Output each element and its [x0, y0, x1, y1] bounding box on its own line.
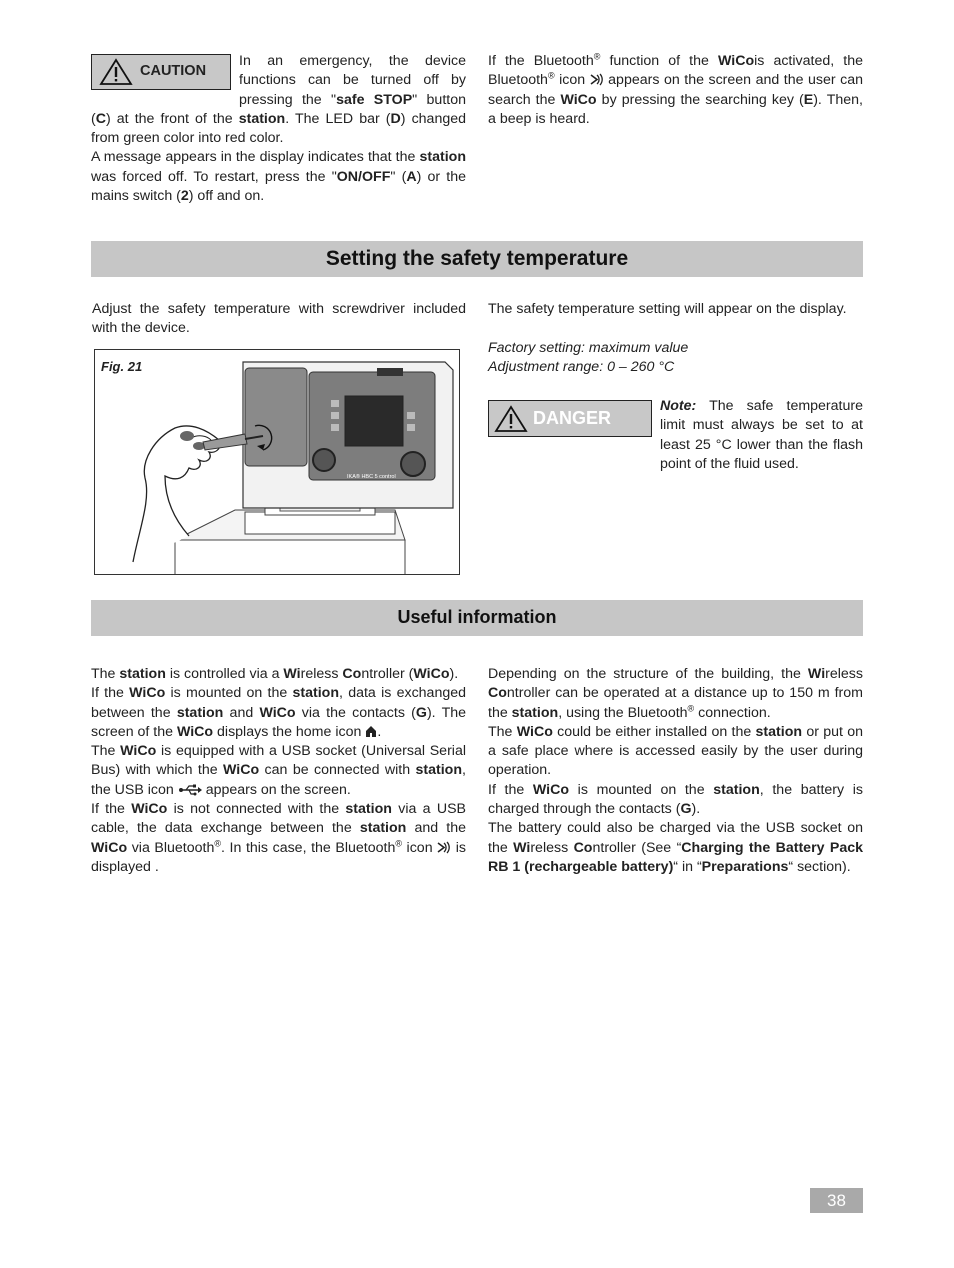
- bold-term: WiCo: [91, 839, 128, 856]
- text-run: If the: [91, 685, 130, 702]
- bold-term: station: [345, 801, 392, 818]
- figure-21: [94, 349, 460, 575]
- text-run: , the USB icon: [91, 762, 466, 798]
- bold-term: station: [415, 762, 463, 779]
- text-run: ) changed from green color into red color.: [91, 110, 467, 147]
- bold-term: C: [95, 110, 106, 127]
- text-run: ntroller (: [361, 666, 414, 682]
- text-run: function of the: [600, 53, 718, 69]
- section-header-useful-information: [91, 600, 863, 636]
- bold-term: WiCo: [223, 762, 260, 779]
- text-run: ®: [395, 837, 402, 848]
- home-icon: [365, 725, 377, 738]
- bold-term: Wi: [283, 666, 301, 682]
- text-run: could be either installed on the: [552, 723, 756, 740]
- svg-text:IKA® HBC 5 control: IKA® HBC 5 control: [347, 474, 396, 480]
- bold-term: Co: [573, 839, 593, 856]
- text-run: is equipped with a USB socket (Universal Serial Bus) with which the: [91, 743, 466, 779]
- text-run: If the: [488, 781, 533, 798]
- text-run: ®: [547, 70, 555, 81]
- bold-term: Co: [342, 666, 362, 682]
- note-label: Note:: [660, 398, 697, 414]
- bold-term: WiCo: [516, 723, 553, 740]
- bluetooth-paragraph: [488, 52, 863, 129]
- text-run: icon: [401, 839, 438, 856]
- text-run: The battery could also be charged via the USB socket on the: [488, 820, 863, 856]
- bold-term: station: [238, 110, 286, 127]
- text-run: " (: [390, 168, 407, 185]
- text-run: can be connected with: [259, 762, 416, 779]
- device-illustration: [95, 350, 459, 574]
- text-run: ). Then, a beep is heard.: [488, 91, 863, 127]
- note-text: The safe temperature limit must always be set to at least 25 °C lower than the flash point of the fluid used.: [660, 398, 863, 472]
- bluetooth-wave-icon: [590, 73, 604, 86]
- bold-term: WiCo: [532, 781, 570, 798]
- bold-term: WiCo: [120, 743, 157, 760]
- bold-term: WiCo: [176, 723, 214, 740]
- bold-term: Wi: [807, 666, 826, 682]
- text-run: displays the home icon: [213, 723, 366, 740]
- text-run: ). The screen of the: [91, 704, 467, 740]
- bold-term: station: [119, 666, 166, 682]
- bold-term: Charging the Battery Pack RB 1 (rechargeable battery): [488, 839, 863, 875]
- bold-term: station: [713, 781, 760, 798]
- text-run: ) at the front of the: [105, 110, 239, 127]
- text-run: ntroller (See “: [592, 839, 682, 856]
- text-run: ) off and on.: [188, 188, 265, 205]
- text-run: .: [377, 723, 382, 740]
- text-run: ).: [691, 801, 701, 818]
- bold-term: A: [406, 168, 417, 185]
- usb-icon: [178, 784, 202, 796]
- text-run: by pressing the searching key (: [596, 91, 804, 108]
- text-run: . In this case, the Bluetooth: [221, 839, 396, 856]
- bold-term: WiCo: [560, 91, 597, 108]
- danger-label: DANGER: [533, 407, 612, 428]
- bold-term: G: [415, 704, 427, 721]
- useful-info-left: [91, 665, 466, 877]
- text-run: The: [91, 666, 120, 682]
- text-run: icon: [554, 72, 590, 89]
- text-run: “ section).: [788, 858, 851, 875]
- bold-term: WiCo: [131, 801, 168, 818]
- caution-paragraph-2: [91, 148, 466, 206]
- text-run: connection.: [694, 704, 771, 721]
- text-run: via the contacts (: [295, 704, 416, 721]
- text-run: The: [488, 723, 517, 740]
- text-run: , data is exchanged between the: [91, 685, 467, 721]
- text-run: ntroller can be operated at a distance up to 150 m from the: [488, 685, 863, 721]
- text-run: " button (: [91, 91, 466, 127]
- text-run: and: [223, 704, 260, 721]
- bold-term: station: [511, 704, 559, 721]
- bold-term: station: [755, 723, 803, 740]
- bold-term: Wi: [513, 839, 531, 856]
- text-run: ) or the mains switch (: [91, 168, 466, 205]
- caution-label: CAUTION: [140, 63, 207, 80]
- bold-term: WiCo: [413, 666, 450, 682]
- section-title: Useful information: [397, 607, 557, 628]
- text-run: If the: [91, 801, 132, 818]
- bold-term: 2: [180, 188, 189, 205]
- caution-text: [91, 52, 466, 206]
- page-number: 38: [810, 1188, 863, 1213]
- bold-term: Co: [488, 685, 507, 702]
- text-run: If the Bluetooth: [488, 53, 594, 69]
- text-run: is mounted on the: [165, 685, 293, 702]
- bold-term: WiCo: [129, 685, 166, 702]
- text-run: via Bluetooth: [127, 839, 215, 856]
- text-run: , using the Bluetooth: [558, 704, 688, 721]
- text-run: reless: [530, 839, 574, 856]
- factory-setting: Factory setting: maximum value Adjustment range: 0 – 260 °C: [488, 340, 689, 376]
- text-run: ®: [593, 51, 601, 62]
- text-run: reless: [300, 666, 343, 682]
- danger-note: [501, 397, 863, 474]
- bold-term: E: [803, 91, 814, 108]
- text-run: is mounted on the: [569, 781, 714, 798]
- section-header-safety-temperature: [91, 241, 863, 277]
- text-run: is activated, the Bluetooth: [488, 53, 863, 89]
- bold-term: WiCo: [717, 53, 755, 69]
- bold-term: Preparations: [701, 858, 789, 875]
- text-run: via a USB cable, the data exchange between the: [91, 801, 466, 837]
- bold-term: station: [359, 820, 407, 837]
- text-run: appears on the screen and the user can search the: [488, 72, 863, 108]
- safety-temp-display-note: The safety temperature setting will appear on the display.: [488, 301, 847, 317]
- bold-term: ON/OFF: [336, 168, 391, 185]
- bold-term: station: [176, 704, 224, 721]
- text-run: ®: [214, 837, 222, 848]
- text-run: and the: [406, 820, 466, 837]
- text-run: In an emergency, the device functions can be turned off by pressing the ": [239, 53, 466, 108]
- text-run: The: [91, 743, 121, 760]
- text-run: . The LED bar (: [285, 110, 391, 127]
- bold-term: WiCo: [259, 704, 296, 721]
- text-run: is not connected with the: [167, 801, 346, 818]
- bold-term: D: [390, 110, 401, 127]
- text-run: reless: [825, 666, 863, 682]
- text-run: “ in “: [673, 858, 702, 875]
- section-title: Setting the safety temperature: [325, 247, 629, 271]
- text-run: is controlled via a: [165, 666, 284, 682]
- text-run: A message appears in the display indicates that the: [91, 149, 420, 166]
- bold-term: safe STOP: [336, 91, 413, 108]
- text-run: or put on a safe place where is accessed easily by the user during operation.: [488, 723, 864, 779]
- text-run: was forced off. To restart, press the ": [91, 168, 337, 185]
- text-run: ®: [687, 702, 695, 713]
- bluetooth-wave-icon: [437, 841, 451, 854]
- text-run: is displayed .: [91, 839, 466, 875]
- useful-info-right: [488, 665, 863, 877]
- safety-temp-instruction: Adjust the safety temperature with screwdriver included with the device.: [92, 301, 466, 337]
- figure-label: Fig. 21: [101, 359, 143, 374]
- bold-term: station: [419, 149, 466, 166]
- bold-term: station: [292, 685, 340, 702]
- text-run: appears on the screen.: [201, 781, 351, 798]
- bold-term: G: [680, 801, 692, 818]
- text-run: ).: [449, 666, 459, 682]
- text-run: Depending on the structure of the building, the: [488, 666, 808, 682]
- text-run: , the battery is charged through the contacts (: [488, 781, 863, 818]
